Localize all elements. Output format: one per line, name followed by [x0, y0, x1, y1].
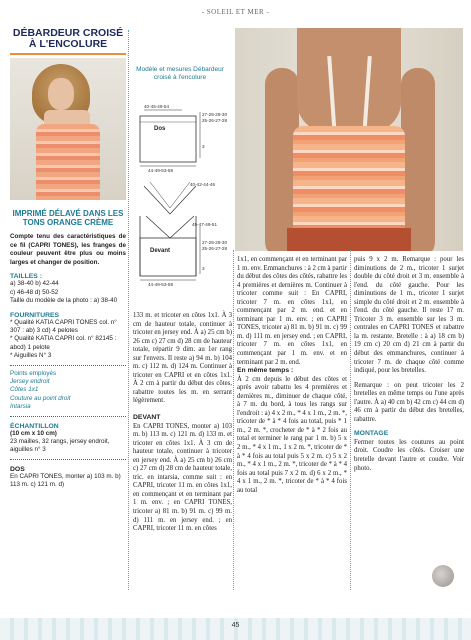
stitch-item: Jersey endroit [10, 378, 50, 386]
column-2-text [133, 312, 232, 534]
face-shape [48, 78, 74, 110]
devant-mid-measure: 45-47-49-51 [192, 222, 218, 227]
devant-right-measure: 25-26-27-28 [202, 246, 228, 251]
stitch-item: Côtes 1x1 [10, 386, 39, 394]
top-garment-shape [36, 124, 100, 200]
gauge-heading: ÉCHANTILLON [10, 422, 59, 430]
gauge-line: (10 cm x 10 cm) [10, 429, 57, 437]
materials-line: * Aiguilles N° 3 [10, 352, 52, 360]
column-3-text [237, 256, 347, 495]
finishing-text: puis 9 x 2 m. Remarque : pour les diminutions de 2 m., tricoter 1 surjet double du côté droit et 3 m. ensemble à l'end. du côté gauche. Pour les diminutions de 1 m., tricoter 1 surjet simple du côté droit et 2 m. ensemble à l'end. du côté gauche. Il reste 17 m. Tricoter 3 m. ensemble sur les 3 m. centrales en CAPRI TONES et rabattre la m. restante. Bretelle : à a) 18 cm b) 19 cm c) 20 cm d) 21 cm à partir du début des emmanchures, continuer à tricoter 7 m. de chaque côté comme indiqué, pour les bretelles. [354, 256, 464, 375]
column-rule [233, 250, 234, 590]
materials-line: * Qualité KATIA CAPRI TONES col. n° 307 : ab) 3 cd) 4 pelotes [10, 318, 117, 334]
stitch-item: Intarsia [10, 403, 31, 411]
pattern-title: DÉBARDEUR CROISÉ À L'ENCOLURE [12, 27, 124, 50]
torso-skin-shape [297, 28, 401, 132]
devant-side-measure: 3 [202, 266, 205, 271]
dos-bottom-measure: 44-49-53-58 [148, 168, 174, 173]
front-heading: DEVANT [133, 414, 161, 422]
devant-label: Devant [150, 248, 171, 254]
dos-right-measure: 25-26-27-28 [202, 118, 228, 123]
schema-header [130, 66, 230, 82]
stitch-item: Couture au point droit [10, 394, 71, 402]
back-continuation: 133 m. et tricoter en côtes 1x1. À 3 cm de hauteur totale, continuer à tricoter en jersey end. À a) 25 cm b) 26 cm c) 27 cm d) 28 cm de hauteur totale, répartir 9 dim. au 1er rang sur l'envers. Il reste a) 94 m. b) 104 m. c) 112 m. d) 124 m. Continuer à tricoter en CAPRI et en côtes 1x1. À 2 cm à partir du début des côtes, rabattre toutes les m. en serrant légèrement. [133, 312, 232, 405]
back-heading: DOS [10, 465, 25, 473]
skirt-shape [287, 228, 411, 251]
dos-label: Dos [154, 126, 166, 132]
materials-heading: FOURNITURES [10, 311, 60, 319]
intro-text: Compte tenu des caractéristiques de ce fil (CAPRI TONES), les franges de couleur peuvent être plus ou moins larges et changer de position. [10, 233, 126, 266]
sizes-heading: TAILLES : [10, 273, 42, 281]
diagram-svg [126, 98, 232, 305]
materials-line: * Qualité KATIA CAPRI col. n° 82145 : abcd) 1 pelote [10, 335, 117, 351]
column-4-text [354, 256, 464, 473]
pattern-subtitle: IMPRIMÉ DÉLAVÉ DANS LES TONS ORANGE CRÈME [12, 209, 124, 227]
dotted-divider [10, 459, 126, 460]
devant-top-measure: 40-42-44-46 [190, 182, 216, 187]
left-column [10, 28, 126, 490]
gauge-line: 23 mailles, 32 rangs, jersey endroit, aiguilles n° 3 [10, 438, 110, 454]
column-rule [350, 250, 351, 590]
front-continuation: 1x1, en commençant et en terminant par 1 m. env. Emmanchures : à 2 cm à partir du début des côtes des côtés, rabattre les 4 premières et dernières m. Continuer à tricoter comme suit : En CAPRI, tricoter 7 m. en côtes 1x1, en commençant par 2 m. end. et en terminant par 1 m. env. ; en CAPRI TONES, tricoter a) 81 m. b) 91 m. c) 99 m. d) 111 m. en jersey end. ; en CAPRI, tricoter 7 m. en côtes 1x1, en commençant par 1 m. env. et en terminant par 2 m. end. [237, 256, 347, 366]
assembly-text: Fermer toutes les coutures au point droit. Coudre les côtés. Croiser une bretelle devant l'autre et coudre. Voir photo. [354, 438, 464, 472]
sizes-line: a) 38-40 b) 42-44 [10, 280, 59, 288]
schema-title: Modèle et mesures Débardeur croisé à l'encolure [136, 66, 224, 81]
dos-right-measure: 27-28-29-30 [202, 112, 228, 117]
devant-bottom-measure: 44-49-53-58 [148, 282, 174, 287]
devant-right-measure: 27-28-29-30 [202, 240, 228, 245]
sizes-line: Taille du modèle de la photo : a) 38-40 [10, 297, 118, 305]
front-text: En CAPRI TONES, monter a) 103 m. b) 113 m. c) 121 m. d) 133 m. et tricoter en côtes 1x1. À 3 cm de hauteur totale, continuer à tricoter en jersey end. À a) 25 cm b) 26 cm c) 27 cm d) 28 cm de hauteur totale, tric. en intarsia, comme suit : en CAPRI, tricoter 11 m. en côtes 1x1, en commençant et en terminant par 1 m. env. ; en CAPRI TONES, tricoter a) 81 m. b) 91 m. c) 99 m. d) 111 m. en jersey end. ; en CAPRI, tricoter 11 m. en côtes [133, 422, 232, 533]
dos-top-measure: 40-45-49-54 [144, 104, 170, 109]
same-time-heading: En même temps : [237, 367, 294, 375]
stitches-heading: Points employés [10, 369, 57, 377]
dos-side-measure: 3 [202, 144, 205, 149]
title-divider [10, 53, 126, 55]
page-header: - SOLEIL ET MER - [201, 8, 270, 16]
assembly-heading: MONTAGE [354, 430, 389, 438]
sizes-line: c) 46-48 d) 50-52 [10, 288, 59, 296]
model-photo-left [10, 58, 126, 200]
decrease-text: À 2 cm depuis le début des côtes et après avoir rabattu les 4 premières et dernières m., diminuer de chaque côté, à 7 m. du bord, à tous les rangs sur l'endroit : a) 4 x 2 m., * 4 x 1 m., 2 m. *, tricoter de * à * 4 fois au total, puis * 1 m., 2 m. *, crocheter de * à * 2 fois au total et terminer le rang par 1 m. b) 5 x 2 m., * 4 x 1 m., 1 x 2 m. *, tricoter de * à * 4 fois au total puis 5 x 2 m. c) 5 x 2 m., * 4 x 1 m., 2 m. *, tricoter de * à * 4 fois au total puis 7 x 2 m. d) 6 x 2 m., * 4 x 1 m., 2 m. *, tricoter de * à * 4 fois au total [237, 375, 347, 494]
arm-shape [401, 68, 435, 251]
page-number: 45 [231, 622, 240, 629]
dotted-divider [10, 365, 126, 366]
back-text: En CAPRI TONES, monter a) 103 m. b) 113 m. c) 121 m. d) [10, 472, 121, 489]
model-photo-right [235, 28, 463, 251]
measurement-diagram [126, 98, 232, 305]
note-text: Remarque : on peut tricoter les 2 bretelles en même temps ou l'une après l'autre. À a) 40 cm b) 42 cm c) 44 cm d) 46 cm à partir du début des bretelles, rabattre. [354, 381, 464, 423]
dotted-divider [10, 416, 126, 417]
yarn-ball-icon [432, 565, 454, 587]
spacer [133, 406, 232, 414]
